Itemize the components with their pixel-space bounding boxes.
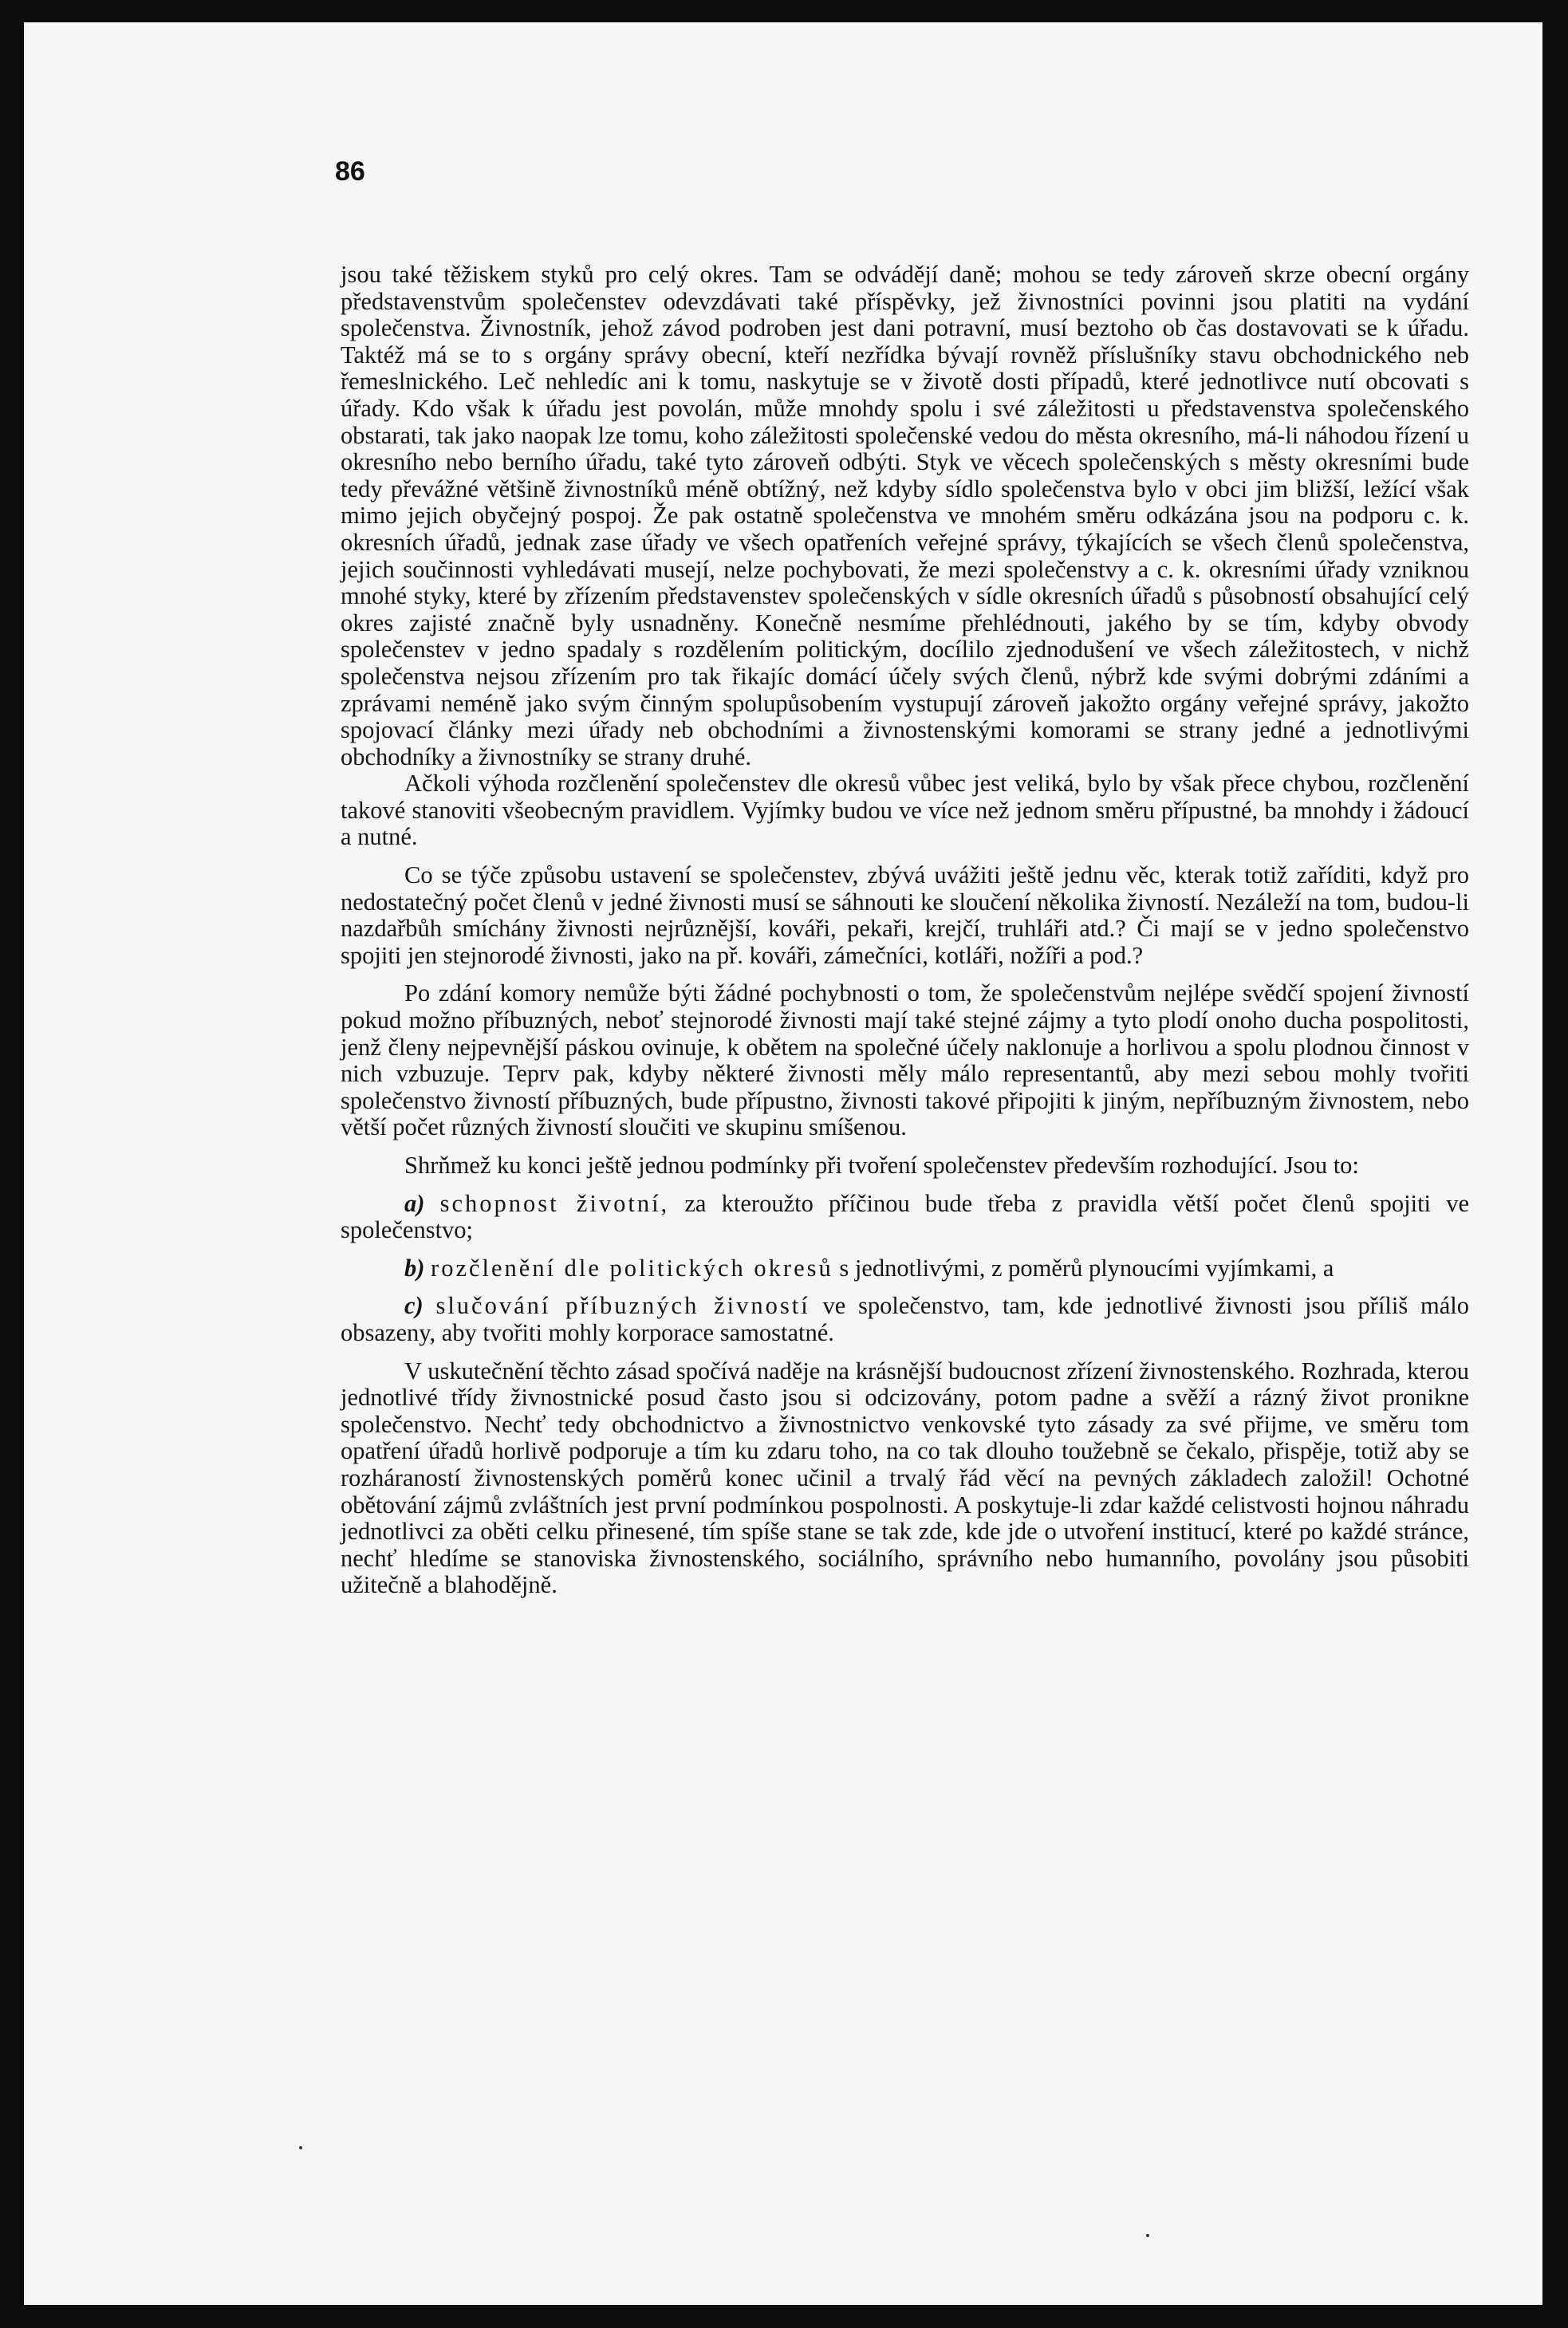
paragraph-5: Shrňmež ku konci ještě jednou podmínky při tvoření společenstev především rozhodující. Jsou to: xyxy=(404,1152,1359,1179)
paragraph-2: Ačkoli výhoda rozčlenění společenstev dle okresů vůbec jest veliká, bylo by však přece chybou, rozčlenění takové stanoviti všeobecným pravidlem. Vyjímky budou ve více než jednom směru přípustné, ba mnohdy i žádoucí a nutné. xyxy=(341,770,1469,851)
list-item-c xyxy=(341,1293,1469,1346)
list-label: a) xyxy=(404,1189,425,1217)
body-text xyxy=(341,262,1469,1599)
list-item-a xyxy=(341,1191,1469,1244)
list-term: rozčlenění dle politických okresů xyxy=(431,1254,833,1282)
list-term: slučování příbuzných živností xyxy=(435,1292,810,1320)
list-term: schopnost životní, xyxy=(439,1189,670,1217)
scan-speck xyxy=(299,2146,302,2149)
scan-speck xyxy=(1146,2234,1149,2237)
paragraph-4: Po zdání komory nemůže býti žádné pochybnosti o tom, že společenstvům nejlépe svědčí spojení živností pokud možno příbuzných, neboť stejnorodé živnosti mají také stejné zájmy a tyto plodí onoho ducha pospolitosti, jenž členy nejpevnější páskou ovinuje, k obětem na společné účely naklonuje a horlivou a spolu plodnou činnost v nich vzbuzuje. Teprv pak, kdyby některé živnosti měly málo representantů, aby mezi sebou mohly tvořiti společenstvo živností příbuzných, bude přípustno, živnosti takové připojiti k jiným, nepříbuzným živnostem, nebo větší počet různých živností sloučiti ve skupinu smíšenou. xyxy=(341,979,1469,1141)
list-item-b xyxy=(341,1255,1469,1282)
list-text: za kteroužto příčinou bude třeba z pravidla větší počet členů spojiti ve společenstvo; xyxy=(341,1189,1470,1244)
paragraph-3: Co se týče způsobu ustavení se společenstev, zbývá uvážiti ještě jednu věc, kterak totiž zaříditi, když pro nedostatečný počet členů v jedné živnosti musí se sáhnouti ke sloučení několika živností. Nezáleží na tom, budou-li nazdařbůh smíchány živnosti nejrůznější, kováři, pekaři, krejčí, truhláři atd.? Či mají se v jedno společenstvo spojiti jen stejnorodé živnosti, jako na př. kováři, zámečníci, kotláři, nožíři a pod.? xyxy=(341,861,1469,969)
list-text: s jednotlivými, z poměrů plynoucími vyjímkami, a xyxy=(833,1254,1334,1282)
closing-paragraph: V uskutečnění těchto zásad spočívá naděje na krásnější budoucnost zřízení živnostenského. Rozhrada, kterou jednotlivé třídy živnostnické posud často jsou si odcizovány, potom padne a svěží a rázný život pronikne společenstvo. Nechť tedy obchodnictvo a živnostnictvo venkovské tyto zásady za své přijme, ve směru tom opatření úřadů horlivě podporuje a tím ku zdaru toho, na co tak dlouho toužebně se čekalo, přispěje, totiž aby se rozháraností živnostenských poměrů konec učinil a trvalý řád věcí na pevných základech založil! Ochotné obětování zájmů zvláštních jest první podmínkou pospolnosti. A poskytuje-li zdar každé celistvosti hojnou náhradu jednotlivci za oběti celku přinesené, tím spíše stane se tak zde, kde jde o utvoření institucí, které po každé stránce, nechť hledíme se stanoviska živnostenského, sociálního, správního nebo humanního, povolány jsou působiti užitečně a blahodějně. xyxy=(341,1357,1469,1599)
list-label: c) xyxy=(404,1292,424,1320)
list-label: b) xyxy=(404,1254,425,1282)
page-number: 86 xyxy=(335,156,365,187)
list-text: ve společenstvo, tam, kde jednotlivé živnosti jsou příliš málo obsazeny, aby tvořiti mohly korporace samostatné. xyxy=(341,1292,1469,1346)
document-page xyxy=(24,22,1542,2305)
paragraph-1: jsou také těžiskem styků pro celý okres. Tam se odvádějí daně; mohou se tedy zároveň skrze obecní orgány představenstvům společenstev odevzdávati také příspěvky, jež živnostníci povinni jsou platiti na vydání společenstva. Živnostník, jehož závod podroben jest dani potravní, musí beztoho ob čas dostavovati se k úřadu. Taktéž má se to s orgány správy obecní, kteří nezřídka bývají rovněž příslušníky stavu obchodnického neb řemeslnického. Leč nehledíc ani k tomu, naskytuje se v životě dosti případů, které jednotlivce nutí obcovati s úřady. Kdo však k úřadu jest povolán, může mnohdy spolu i své záležitosti u představenstva společenského obstarati, tak jako naopak lze tomu, koho záležitosti společenské vedou do města okresního, má-li náhodou řízení u okresního nebo berního úřadu, také tyto zároveň odbýti. Styk ve věcech společenských s městy okresními bude tedy převážné většině živnostníků méně obtížný, než kdyby sídlo společenstva bylo v obci jim bližší, ležící však mimo jejich obyčejný pospoj. Že pak ostatně společenstva ve mnohém směru odkázána jsou na podporu c. k. okresních úřadů, jednak zase úřady ve všech opatřeních veřejné správy, týkajících se všech členů společenstva, jejich součinnosti vyhledávati musejí, nelze pochybovati, že mezi společenstvy a c. k. okresními úřady vzniknou mnohé styky, které by zřízením představenstev společenských v sídle okresních úřadů s působností obsahující celý okres zajisté značně byly usnadněny. Konečně nesmíme přehlédnouti, jakého by se tím, kdyby obvody společenstev v jedno spadaly s rozdělením politickým, docílilo zjednodušení ve všech záležitostech, v nichž společenstva nejsou zřízením pro tak řikajíc domácí účely svých členů, nýbrž kde svými dobrými zdáními a zprávami neméně jako svým činným spolupůsobením vystupují zároveň jakožto orgány veřejné správy, jakožto spojovací články mezi úřady neb obchodními a živnostenskými komorami se strany jedné a jednotlivými obchodníky a živnostníky se strany druhé. xyxy=(341,261,1469,770)
